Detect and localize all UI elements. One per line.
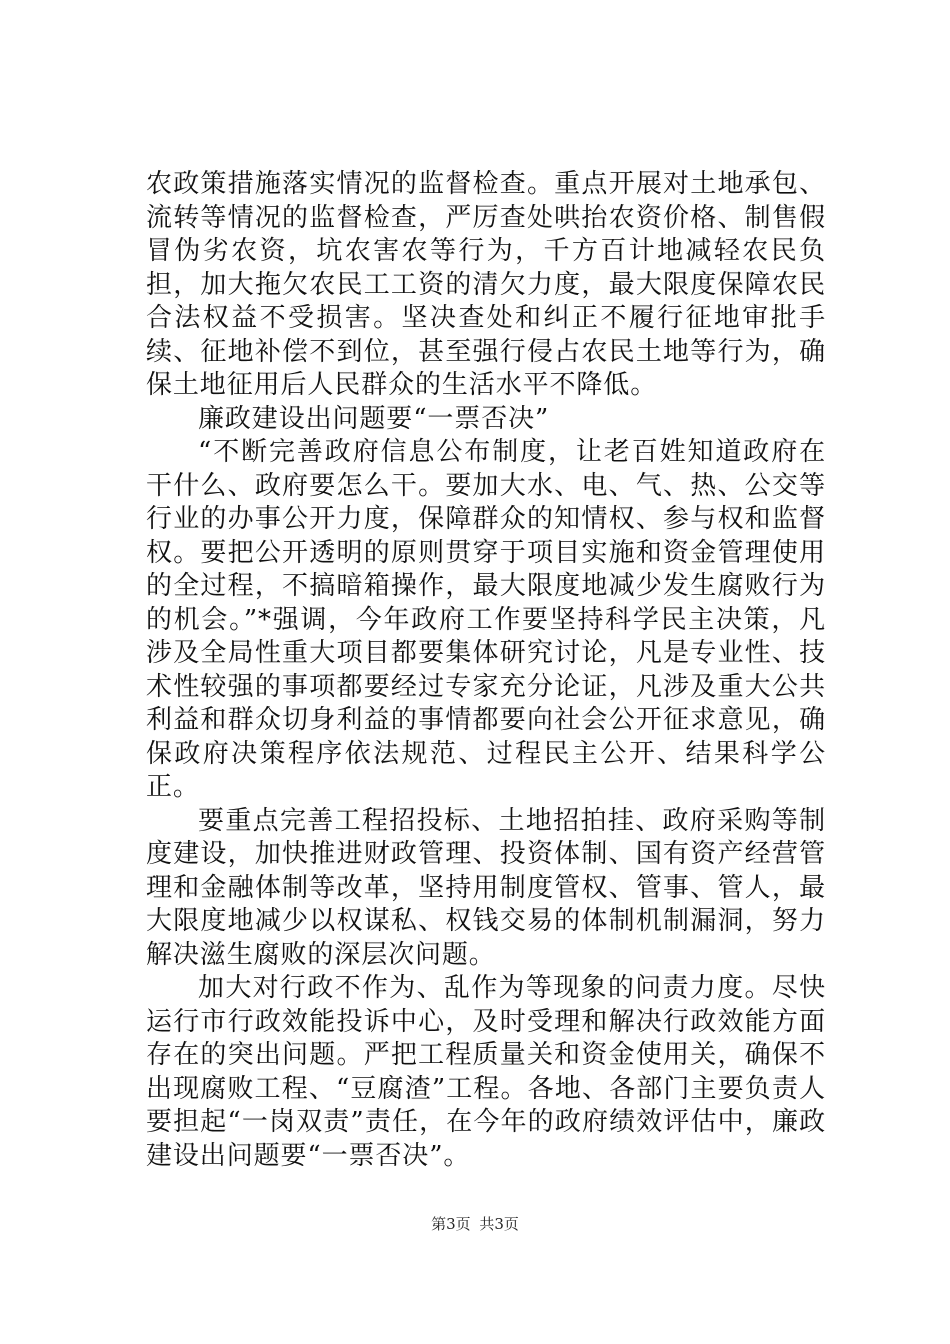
document-body xyxy=(146,168,826,1173)
paragraph-1: 农政策措施落实情况的监督检查。重点开展对土地承包、流转等情况的监督检查，严厉查处哄抬农资价格、制售假冒伪劣农资，坑农害农等行为，千方百计地减轻农民负担，加大拖欠农民工工资的清欠力度，最大限度保障农民合法权益不受损害。坚决查处和纠正不履行征地审批手续、征地补偿不到位，甚至强行侵占农民土地等行为，确保土地征用后人民群众的生活水平不降低。 xyxy=(146,169,826,400)
page-number: 第3页 xyxy=(431,1215,471,1233)
paragraph-4: 要重点完善工程招投标、土地招拍挂、政府采购等制度建设，加快推进财政管理、投资体制、国有资产经营管理和金融体制等改革，坚持用制度管权、管事、管人，最大限度地减少以权谋私、权钱交易的体制机制漏洞，努力解决滋生腐败的深层次问题。 xyxy=(146,805,826,970)
page-total: 共3页 xyxy=(479,1215,519,1233)
paragraph-5: 加大对行政不作为、乱作为等现象的问责力度。尽快运行市行政效能投诉中心，及时受理和解决行政效能方面存在的突出问题。严把工程质量关和资金使用关，确保不出现腐败工程、“豆腐渣”工程。各地、各部门主要负责人要担起“一岗双责”责任，在今年的政府绩效评估中，廉政建设出问题要“一票否决”。 xyxy=(146,973,826,1171)
section-heading: 廉政建设出问题要“一票否决” xyxy=(198,403,550,434)
page-footer xyxy=(0,1214,950,1234)
paragraph-3: “不断完善政府信息公布制度，让老百姓知道政府在干什么、政府要怎么干。要加大水、电、气、热、公交等行业的办事公开力度，保障群众的知情权、参与权和监督权。要把公开透明的原则贯穿于项目实施和资金管理使用的全过程，不搞暗箱操作，最大限度地减少发生腐败行为的机会。”*强调，今年政府工作要坚持科学民主决策，凡涉及全局性重大项目都要集体研究讨论，凡是专业性、技术性较强的事项都要经过专家充分论证，凡涉及重大公共利益和群众切身利益的事情都要向社会公开征求意见，确保政府决策程序依法规范、过程民主公开、结果科学公正。 xyxy=(146,437,826,802)
